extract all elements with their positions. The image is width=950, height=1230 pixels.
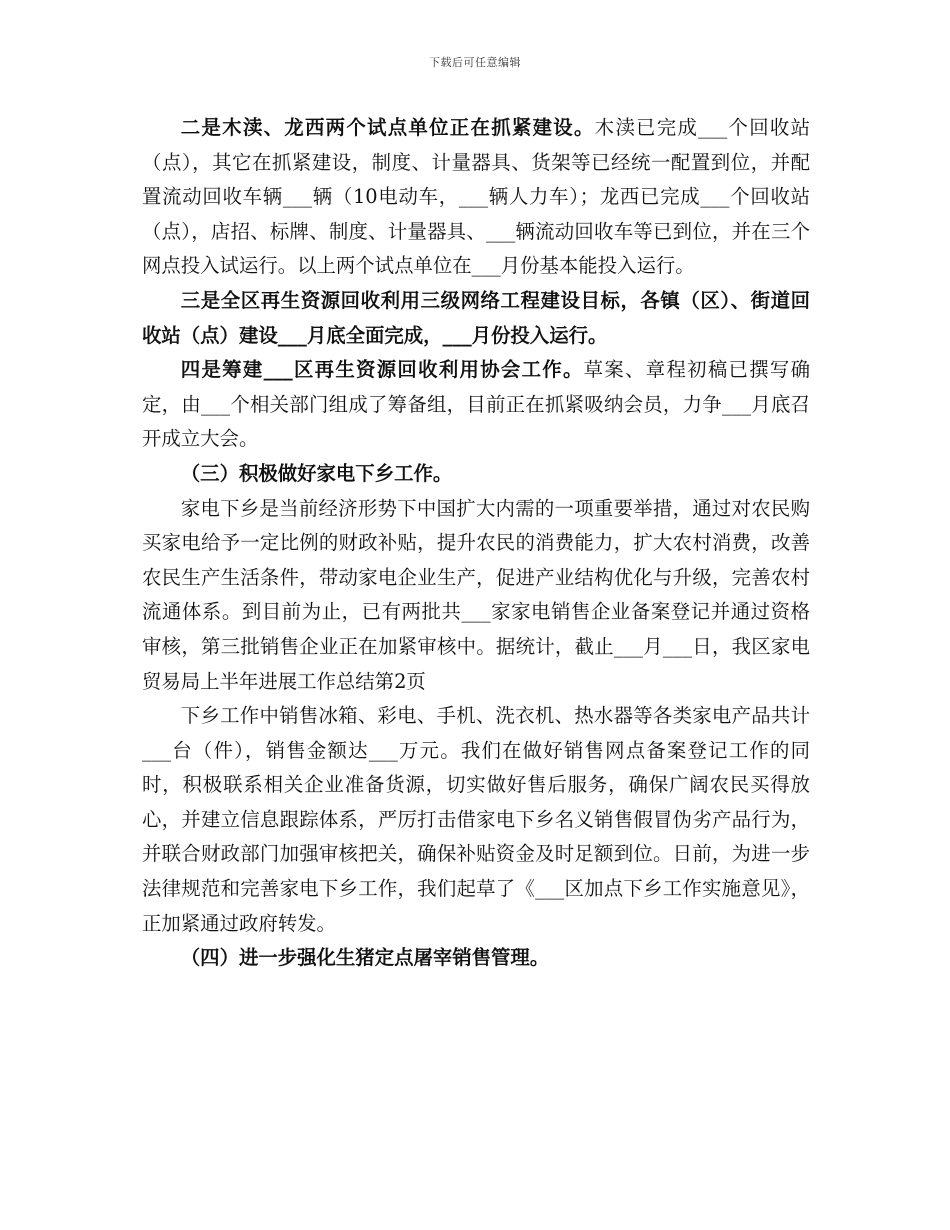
- paragraph-network-goal: 三是全区再生资源回收利用三级网络工程建设目标，各镇（区）、街道回收站（点）建设___月底全面完成，___月份投入运行。: [142, 288, 810, 347]
- paragraph-body: 木渎已完成___个回收站（点），其它在抓紧建设，制度、计量器具、货架等已经统一配置到位，并配置流动回收车辆___辆（10电动车，___辆人力车）；龙西已完成___个回收站（点），店招、标牌、制度、计量器具、___辆流动回收车等已到位，并在三个网点投入试运行。以上两个试点单位在___月份基本能投入运行。: [142, 116, 810, 278]
- paragraph-lead: 二是木渎、龙西两个试点单位正在抓紧建设。: [180, 116, 595, 139]
- paragraph-appliances-sales: 下乡工作中销售冰箱、彩电、手机、洗衣机、热水器等各类家电产品共计___台（件），销售金额达___万元。我们在做好销售网点备案登记工作的同时，积极联系相关企业准备货源，切实做好售后服务，确保广阔农民买得放心，并建立信息跟踪体系，严厉打击借家电下乡名义销售假冒伪劣产品行为，并联合财政部门加强审核把关，确保补贴资金及时足额到位。日前，为进一步法律规范和完善家电下乡工作，我们起草了《___区加点下乡工作实施意见》，正加紧通过政府转发。: [142, 704, 810, 935]
- page-header: 下载后可任意编辑: [429, 56, 521, 69]
- paragraph-lead: 四是筹建___区再生资源回收利用协会工作。: [180, 358, 584, 382]
- section-heading-appliances: （三）积极做好家电下乡工作。: [180, 461, 453, 485]
- section-heading-slaughter: （四）进一步强化生猪定点屠宰销售管理。: [180, 946, 550, 970]
- paragraph-association: [142, 353, 810, 457]
- document-body: [142, 111, 810, 976]
- paragraph-body: 草案、章程初稿已撰写确定，由___个相关部门组成了筹备组，目前正在抓紧吸纳会员，力争___月底召开成立大会。: [142, 358, 810, 451]
- paragraph-pilot-units: [142, 111, 810, 284]
- paragraph-appliances-intro: 家电下乡是当前经济形势下中国扩大内需的一项重要举措，通过对农民购买家电给予一定比例的财政补贴，提升农民的消费能力，扩大农村消费，改善农民生产生活条件，带动家电企业生产，促进产业结构优化与升级，完善农村流通体系。到目前为止，已有两批共___家家电销售企业备案登记并通过资格审核，第三批销售企业正在加紧审核中。据统计，截止___月___日，我区家电贸易局上半年进展工作总结第2页: [142, 496, 810, 693]
